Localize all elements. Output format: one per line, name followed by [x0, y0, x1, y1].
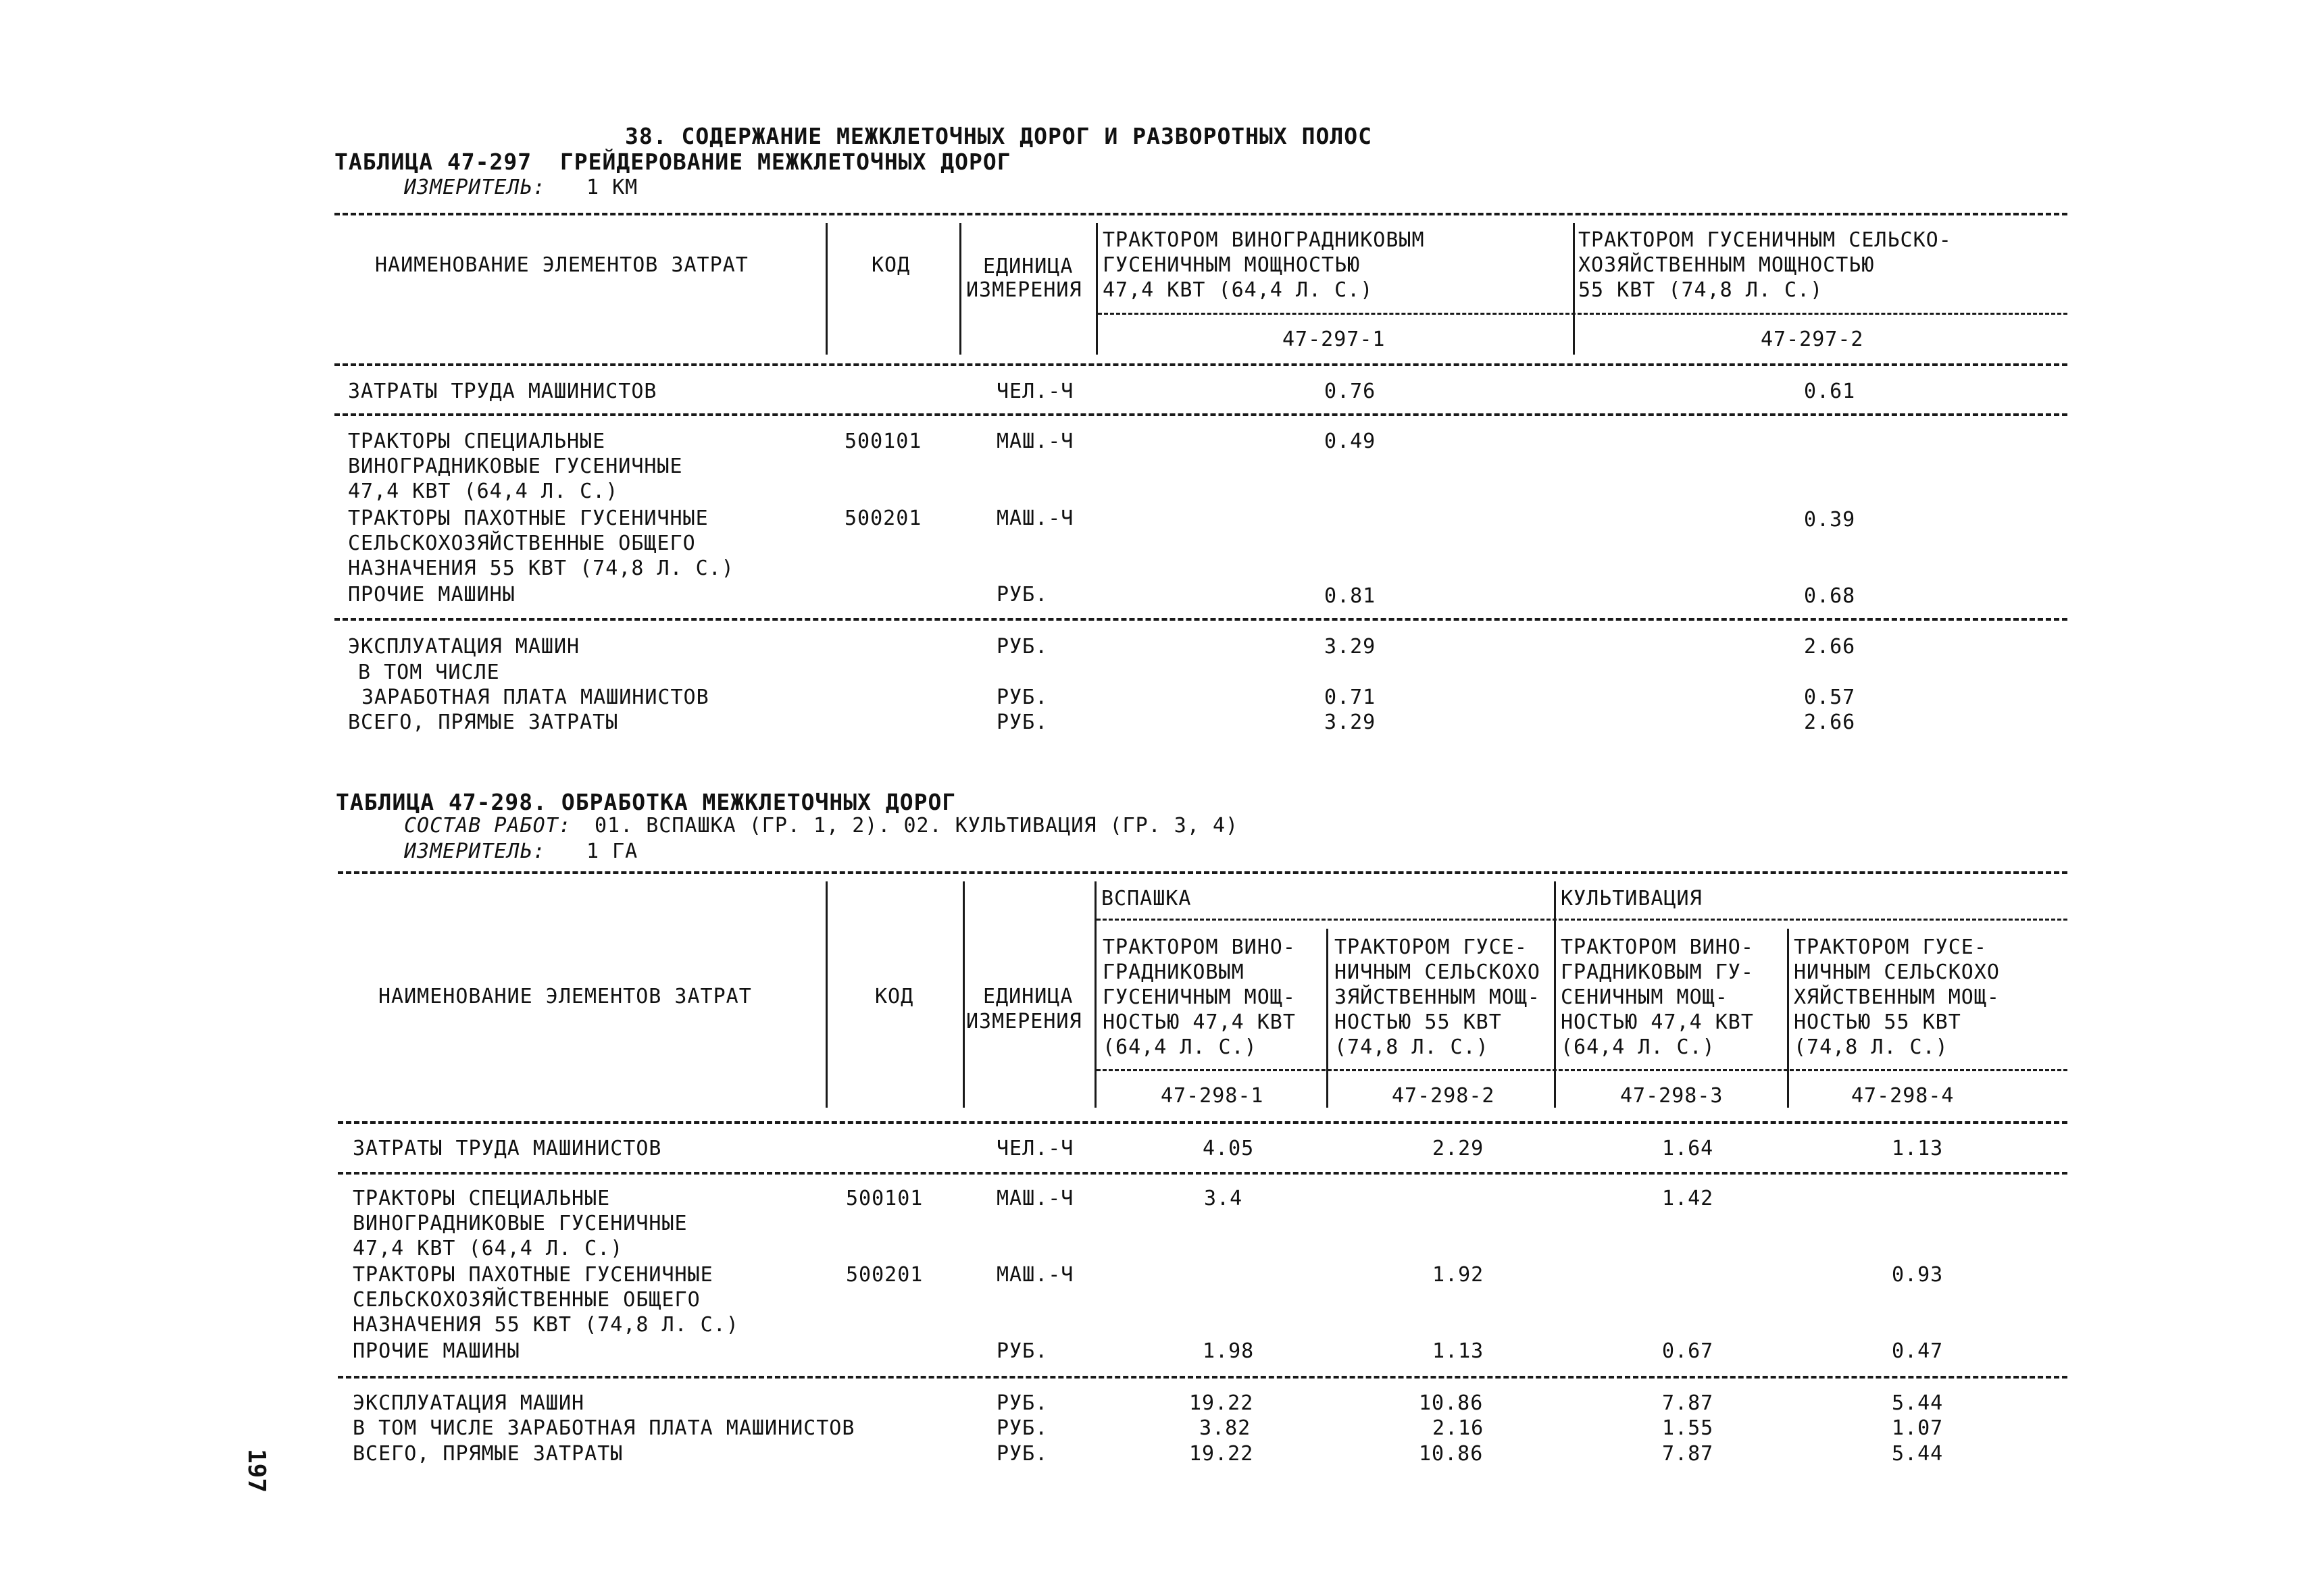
table2-header-col4-line: НИЧНЫМ СЕЛЬСКОХО — [1794, 960, 2000, 984]
table2-tractor1-l1: ТРАКТОРЫ СПЕЦИАЛЬНЫЕ — [353, 1187, 611, 1210]
table2-labor-v2: 2.29 — [1432, 1137, 1484, 1160]
table2-total-unit: РУБ. — [997, 1442, 1049, 1466]
table1-labor-unit: ЧЕЛ.-Ч — [997, 380, 1074, 403]
table2-expl-v1: 19.22 — [1189, 1391, 1254, 1415]
table2-composition-value: 01. ВСПАШКА (ГР. 1, 2). 02. КУЛЬТИВАЦИЯ (ГР. 3, 4) — [595, 814, 1239, 838]
table1-meter-value: 1 КМ — [586, 176, 638, 199]
table1-meter-label: ИЗМЕРИТЕЛЬ: — [404, 176, 546, 199]
table1-header-col1-l1: ТРАКТОРОМ ВИНОГРАДНИКОВЫМ — [1103, 228, 1425, 252]
table2-other-name: ПРОЧИЕ МАШИНЫ — [353, 1339, 520, 1363]
table2-group-cultivation: КУЛЬТИВАЦИЯ — [1561, 887, 1703, 910]
table1-other-v1: 0.81 — [1324, 584, 1376, 608]
table2-header-col2-line: НИЧНЫМ СЕЛЬСКОХО — [1334, 960, 1540, 984]
table2-vline-4 — [1326, 929, 1328, 1108]
table2-header-code: КОД — [875, 985, 914, 1008]
table1-rule-2 — [334, 413, 2067, 416]
table1-wage-name: ЗАРАБОТНАЯ ПЛАТА МАШИНИСТОВ — [361, 686, 709, 709]
table2-code-2: 47-298-2 — [1392, 1084, 1495, 1108]
table2-rule-2 — [338, 1172, 2067, 1175]
table1-tractor2-code: 500201 — [845, 507, 922, 530]
table1-header-col2-l1: ТРАКТОРОМ ГУСЕНИЧНЫМ СЕЛЬСКО- — [1578, 228, 1952, 252]
table1-tractor1-l3: 47,4 КВТ (64,4 Л. С.) — [348, 480, 619, 503]
table2-vline-2 — [963, 881, 965, 1108]
table1-expl-name: ЭКСПЛУАТАЦИЯ МАШИН — [348, 635, 580, 659]
table2-wage-v1: 3.82 — [1199, 1416, 1251, 1440]
table2-vline-6 — [1787, 929, 1789, 1108]
table2-header-col3-line: НОСТЬЮ 47,4 КВТ — [1561, 1010, 1754, 1034]
table1-header-unit-2: ИЗМЕРЕНИЯ — [966, 278, 1082, 302]
table1-header-col2-l3: 55 КВТ (74,8 Л. С.) — [1578, 278, 1823, 302]
table2-total-v4: 5.44 — [1892, 1442, 1944, 1466]
table2-header-col4-line: (74,8 Л. С.) — [1794, 1035, 1948, 1059]
table2-header-col1-line: ГУСЕНИЧНЫМ МОЩ- — [1103, 985, 1296, 1009]
table1-vline-2 — [959, 223, 961, 355]
table1-expl-unit: РУБ. — [997, 635, 1049, 659]
table1-wage-v1: 0.71 — [1324, 686, 1376, 709]
table2-labor-v3: 1.64 — [1662, 1137, 1714, 1160]
table2-code-4: 47-298-4 — [1851, 1084, 1955, 1108]
table1-expl-v2: 2.66 — [1804, 635, 1856, 659]
table2-header-col3-line: ГРАДНИКОВЫМ ГУ- — [1561, 960, 1754, 984]
table2-header-col1-line: ГРАДНИКОВЫМ — [1103, 960, 1244, 984]
table1-labor-name: ЗАТРАТЫ ТРУДА МАШИНИСТОВ — [348, 380, 657, 403]
table2-header-col2-line: НОСТЬЮ 55 КВТ — [1334, 1010, 1502, 1034]
table2-wage-v3: 1.55 — [1662, 1416, 1714, 1440]
table1-total-v2: 2.66 — [1804, 711, 1856, 734]
table2-header-col1-line: НОСТЬЮ 47,4 КВТ — [1103, 1010, 1296, 1034]
table1-total-unit: РУБ. — [997, 711, 1049, 734]
table1-incl: В ТОМ ЧИСЛЕ — [358, 661, 500, 684]
table2-tractor1-unit: МАШ.-Ч — [997, 1187, 1074, 1210]
table1-total-name: ВСЕГО, ПРЯМЫЕ ЗАТРАТЫ — [348, 711, 619, 734]
table2-other-unit: РУБ. — [997, 1339, 1049, 1363]
table2-other-v4: 0.47 — [1892, 1339, 1944, 1363]
table1-top-rule — [334, 213, 2067, 215]
table1-vline-4 — [1573, 223, 1575, 355]
table1-title: ТАБЛИЦА 47-297 ГРЕЙДЕРОВАНИЕ МЕЖКЛЕТОЧНЫХ ДОРОГ — [334, 149, 1011, 175]
table2-expl-name: ЭКСПЛУАТАЦИЯ МАШИН — [353, 1391, 585, 1415]
table2-tractor2-v4: 0.93 — [1892, 1263, 1944, 1287]
table2-wage-v4: 1.07 — [1892, 1416, 1944, 1440]
table1-other-unit: РУБ. — [997, 583, 1049, 607]
table2-vline-5 — [1554, 881, 1556, 1108]
table2-header-col4-line: НОСТЬЮ 55 КВТ — [1794, 1010, 1961, 1034]
table2-expl-v3: 7.87 — [1662, 1391, 1714, 1415]
table2-top-rule — [338, 871, 2067, 874]
table2-header-name: НАИМЕНОВАНИЕ ЭЛЕМЕНТОВ ЗАТРАТ — [378, 985, 752, 1008]
table1-tractor1-unit: МАШ.-Ч — [997, 430, 1074, 453]
table1-code-1: 47-297-1 — [1282, 328, 1386, 351]
table1-total-v1: 3.29 — [1324, 711, 1376, 734]
table2-rule-3 — [338, 1376, 2067, 1379]
table2-code-3: 47-298-3 — [1620, 1084, 1724, 1108]
table1-wage-v2: 0.57 — [1804, 686, 1856, 709]
table2-other-v2: 1.13 — [1432, 1339, 1484, 1363]
table2-vline-1 — [826, 881, 828, 1108]
table2-header-col3-line: ТРАКТОРОМ ВИНО- — [1561, 935, 1754, 959]
table1-vline-3 — [1096, 223, 1098, 355]
table2-labor-unit: ЧЕЛ.-Ч — [997, 1137, 1074, 1160]
table2-tractor1-v1: 3.4 — [1204, 1187, 1243, 1210]
table2-vline-3 — [1095, 881, 1097, 1108]
table1-header-code: КОД — [872, 253, 911, 277]
table1-tractor2-l1: ТРАКТОРЫ ПАХОТНЫЕ ГУСЕНИЧНЫЕ — [348, 507, 709, 530]
table2-header-col1-line: (64,4 Л. С.) — [1103, 1035, 1257, 1059]
page-number: 197 — [243, 1449, 270, 1493]
table2-total-name: ВСЕГО, ПРЯМЫЕ ЗАТРАТЫ — [353, 1442, 624, 1466]
table2-wage-v2: 2.16 — [1432, 1416, 1484, 1440]
table2-header-col4-line: ТРАКТОРОМ ГУСЕ- — [1794, 935, 1987, 959]
table1-other-name: ПРОЧИЕ МАШИНЫ — [348, 583, 515, 607]
table2-composition-label: СОСТАВ РАБОТ: — [404, 814, 572, 838]
table1-code-2: 47-297-2 — [1761, 328, 1864, 351]
table2-other-v1: 1.98 — [1203, 1339, 1255, 1363]
table1-header-name: НАИМЕНОВАНИЕ ЭЛЕМЕНТОВ ЗАТРАТ — [375, 253, 749, 277]
section-title: 38. СОДЕРЖАНИЕ МЕЖКЛЕТОЧНЫХ ДОРОГ И РАЗВОРОТНЫХ ПОЛОС — [625, 123, 1372, 149]
table1-rule-3 — [334, 618, 2067, 621]
table2-header-col2-line: ТРАКТОРОМ ГУСЕ- — [1334, 935, 1528, 959]
table1-header-col1-l3: 47,4 КВТ (64,4 Л. С.) — [1103, 278, 1374, 302]
table2-group-rule — [1097, 919, 2067, 921]
table2-total-v3: 7.87 — [1662, 1442, 1714, 1466]
table2-meter-value: 1 ГА — [586, 840, 638, 863]
table1-header-col2-l2: ХОЗЯЙСТВЕННЫМ МОЩНОСТЬЮ — [1578, 253, 1875, 277]
table2-header-col1-line: ТРАКТОРОМ ВИНО- — [1103, 935, 1296, 959]
table1-vline-1 — [826, 223, 828, 355]
table1-labor-v2: 0.61 — [1804, 380, 1856, 403]
table2-header-col2-line: (74,8 Л. С.) — [1334, 1035, 1489, 1059]
table2-header-col2-line: ЗЯЙСТВЕННЫМ МОЩ- — [1334, 985, 1540, 1009]
table1-wage-unit: РУБ. — [997, 686, 1049, 709]
table2-expl-v4: 5.44 — [1892, 1391, 1944, 1415]
table2-tractor2-l1: ТРАКТОРЫ ПАХОТНЫЕ ГУСЕНИЧНЫЕ — [353, 1263, 713, 1287]
table2-title: ТАБЛИЦА 47-298. ОБРАБОТКА МЕЖКЛЕТОЧНЫХ ДОРОГ — [336, 789, 957, 815]
table2-header-unit-1: ЕДИНИЦА — [983, 985, 1074, 1008]
table2-labor-v4: 1.13 — [1892, 1137, 1944, 1160]
table1-other-v2: 0.68 — [1804, 584, 1856, 608]
table2-group-plowing: ВСПАШКА — [1101, 887, 1192, 910]
table2-wage-name: В ТОМ ЧИСЛЕ ЗАРАБОТНАЯ ПЛАТА МАШИНИСТОВ — [353, 1416, 855, 1440]
table2-tractor1-l3: 47,4 КВТ (64,4 Л. С.) — [353, 1237, 624, 1260]
table2-header-col3-line: (64,4 Л. С.) — [1561, 1035, 1715, 1059]
table1-subhead-rule — [1098, 313, 2067, 315]
table1-labor-v1: 0.76 — [1324, 380, 1376, 403]
table1-tractor2-unit: МАШ.-Ч — [997, 507, 1074, 530]
table2-labor-name: ЗАТРАТЫ ТРУДА МАШИНИСТОВ — [353, 1137, 662, 1160]
table2-tractor2-code: 500201 — [846, 1263, 924, 1287]
table1-header-bottom-rule — [334, 363, 2067, 366]
table2-total-v1: 19.22 — [1189, 1442, 1254, 1466]
table1-tractor1-l1: ТРАКТОРЫ СПЕЦИАЛЬНЫЕ — [348, 430, 606, 453]
table2-tractor1-l2: ВИНОГРАДНИКОВЫЕ ГУСЕНИЧНЫЕ — [353, 1212, 688, 1235]
table2-header-col4-line: ХЯЙСТВЕННЫМ МОЩ- — [1794, 985, 2000, 1009]
table2-wage-unit: РУБ. — [997, 1416, 1049, 1440]
table2-tractor2-l3: НАЗНАЧЕНИЯ 55 КВТ (74,8 Л. С.) — [353, 1313, 739, 1337]
table1-tractor1-l2: ВИНОГРАДНИКОВЫЕ ГУСЕНИЧНЫЕ — [348, 455, 683, 478]
table2-total-v2: 10.86 — [1419, 1442, 1484, 1466]
table1-tractor2-l2: СЕЛЬСКОХОЗЯЙСТВЕННЫЕ ОБЩЕГО — [348, 532, 696, 555]
table1-tractor1-code: 500101 — [845, 430, 922, 453]
table2-tractor2-l2: СЕЛЬСКОХОЗЯЙСТВЕННЫЕ ОБЩЕГО — [353, 1288, 701, 1312]
table1-header-col1-l2: ГУСЕНИЧНЫМ МОЩНОСТЬЮ — [1103, 253, 1361, 277]
table2-tractor1-code: 500101 — [846, 1187, 924, 1210]
table2-code-1: 47-298-1 — [1161, 1084, 1264, 1108]
table2-header-col3-line: СЕНИЧНЫМ МОЩ- — [1561, 985, 1728, 1009]
table1-tractor1-v1: 0.49 — [1324, 430, 1376, 453]
table1-header-unit-1: ЕДИНИЦА — [983, 255, 1074, 278]
table2-meter-label: ИЗМЕРИТЕЛЬ: — [404, 840, 546, 863]
table2-tractor2-unit: МАШ.-Ч — [997, 1263, 1074, 1287]
table2-tractor1-v3: 1.42 — [1662, 1187, 1714, 1210]
table2-header-unit-2: ИЗМЕРЕНИЯ — [966, 1010, 1082, 1033]
table2-other-v3: 0.67 — [1662, 1339, 1714, 1363]
table2-expl-v2: 10.86 — [1419, 1391, 1484, 1415]
table2-header-bottom-rule — [338, 1121, 2067, 1124]
table1-tractor2-v2: 0.39 — [1804, 508, 1856, 532]
table2-tractor2-v2: 1.92 — [1432, 1263, 1484, 1287]
table2-subhead-rule — [1097, 1069, 2067, 1071]
table1-expl-v1: 3.29 — [1324, 635, 1376, 659]
table2-expl-unit: РУБ. — [997, 1391, 1049, 1415]
table2-labor-v1: 4.05 — [1203, 1137, 1255, 1160]
table1-tractor2-l3: НАЗНАЧЕНИЯ 55 КВТ (74,8 Л. С.) — [348, 557, 734, 580]
